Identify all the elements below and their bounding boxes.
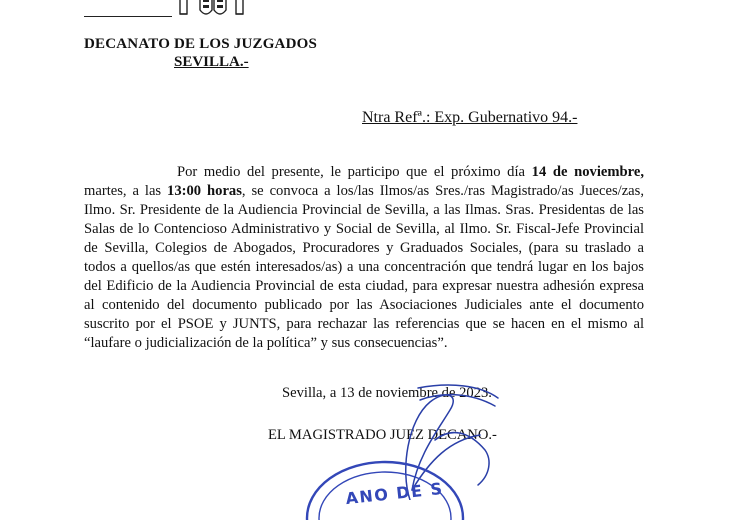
header-rule — [84, 16, 172, 17]
body-part-1: Por medio del presente, le participo que el próximo día — [177, 164, 532, 180]
seal-stamp — [300, 440, 470, 520]
date-line: Sevilla, a 13 de noviembre de 2023. — [282, 385, 492, 401]
reference-line: Ntra Refª.: Exp. Gubernativo 94.- — [362, 109, 578, 126]
body-part-3: , se convoca a los/las Ilmos/as Sres./ras Magistrado/as Jueces/zas, Ilmo. Sr. Presidente de la Audiencia Provincial de Sevilla, a las Ilmas. Sras. Presidentas de las Salas de lo Contencioso Administrativo y Social de Sevilla, al Ilmo. Sr. Fiscal-Jefe Provincial de Sevilla, Colegios de Abogados, Procuradores y Graduados Sociales, (para su traslado a todos a quellos/as que estén interesados/as) a una concentración que tendrá lugar en los bajos del Edificio de la Audiencia Provincial de esta ciudad, para expresar nuestra adhesión expresa al contenido del documento publicado por las Asociaciones Judiciales ante el documento suscrito por el PSOE y JUNTS, para rechazar las referencias que se hacen en el mismo al “laufare o judicialización de la política” y sus consecuencias”. — [84, 183, 644, 351]
body-part-2: martes, a las — [84, 183, 168, 199]
crest-icon — [172, 0, 252, 18]
department-city: SEVILLA.- — [174, 54, 249, 70]
body-paragraph — [84, 163, 644, 353]
department-title: DECANATO DE LOS JUZGADOS — [84, 36, 318, 52]
signatory-title: EL MAGISTRADO JUEZ DECANO.- — [268, 427, 497, 443]
seal-text: ANO DE S — [344, 478, 445, 509]
body-date: 14 de noviembre, — [531, 164, 645, 180]
body-time: 13:00 horas — [167, 183, 242, 199]
